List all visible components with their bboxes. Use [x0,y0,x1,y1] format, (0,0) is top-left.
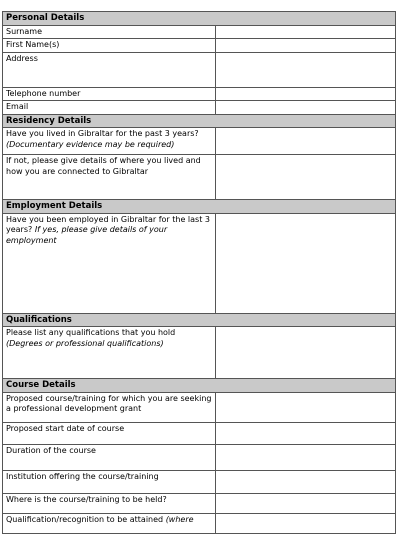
table-row [3,101,396,115]
course-training-field[interactable] [216,392,396,422]
section-header-employment [3,200,396,214]
field-label-email: Email [3,101,216,115]
section-header-residency [3,114,396,128]
section-header-course [3,379,396,393]
section-title: Personal Details [3,12,396,26]
field-label-course-q1: Proposed course/training for which you are seeking a professional development grant [3,392,216,422]
table-row [3,52,396,87]
question-note: (Degrees or professional qualifications) [6,338,164,348]
table-row [3,25,396,39]
table-row [3,128,396,155]
email-field[interactable] [216,101,396,115]
field-label-employment-q1 [3,213,216,313]
field-label-course-q5: Where is the course/training to be held? [3,493,216,513]
residency-q1-field[interactable] [216,128,396,155]
form-table [2,11,396,534]
residency-q2-field[interactable] [216,155,396,200]
duration-field[interactable] [216,444,396,470]
qualification-attained-field[interactable] [216,513,396,533]
field-label-qualifications-q1 [3,327,216,379]
table-row [3,87,396,101]
question-note: (where [165,514,194,524]
address-field[interactable] [216,52,396,87]
table-row [3,513,396,533]
table-row [3,470,396,493]
question-text: Have you lived in Gibraltar for the past 3 years? [6,129,199,138]
question-text: Have you been employed in Gibraltar for the last 3 years? [6,214,210,234]
qualifications-field[interactable] [216,327,396,379]
field-label-surname: Surname [3,25,216,39]
section-title: Employment Details [3,200,396,214]
question-text: Qualification/recognition to be attained [6,514,164,524]
first-names-field[interactable] [216,39,396,53]
table-row [3,213,396,313]
telephone-field[interactable] [216,87,396,101]
table-row [3,444,396,470]
field-label-address: Address [3,52,216,87]
start-date-field[interactable] [216,422,396,444]
course-location-field[interactable] [216,493,396,513]
question-note: If yes, please give details of your employment [6,225,168,245]
table-row [3,39,396,53]
section-title: Qualifications [3,313,396,327]
section-title: Residency Details [3,114,396,128]
section-title: Course Details [3,379,396,393]
section-header-qualifications [3,313,396,327]
question-text: Please list any qualifications that you hold [6,328,176,337]
field-label-course-q4: Institution offering the course/training [3,470,216,493]
section-header-personal [3,12,396,26]
field-label-first-names: First Name(s) [3,39,216,53]
question-note: (Documentary evidence may be required) [6,139,175,149]
field-label-residency-q1 [3,128,216,155]
table-row [3,155,396,200]
field-label-course-q6 [3,513,216,533]
table-row [3,327,396,379]
field-label-residency-q2: If not, please give details of where you lived and how you are connected to Gibraltar [3,155,216,200]
table-row [3,422,396,444]
field-label-course-q2: Proposed start date of course [3,422,216,444]
field-label-telephone: Telephone number [3,87,216,101]
employment-field[interactable] [216,213,396,313]
field-label-course-q3: Duration of the course [3,444,216,470]
table-row [3,392,396,422]
surname-field[interactable] [216,25,396,39]
table-row [3,493,396,513]
institution-field[interactable] [216,470,396,493]
